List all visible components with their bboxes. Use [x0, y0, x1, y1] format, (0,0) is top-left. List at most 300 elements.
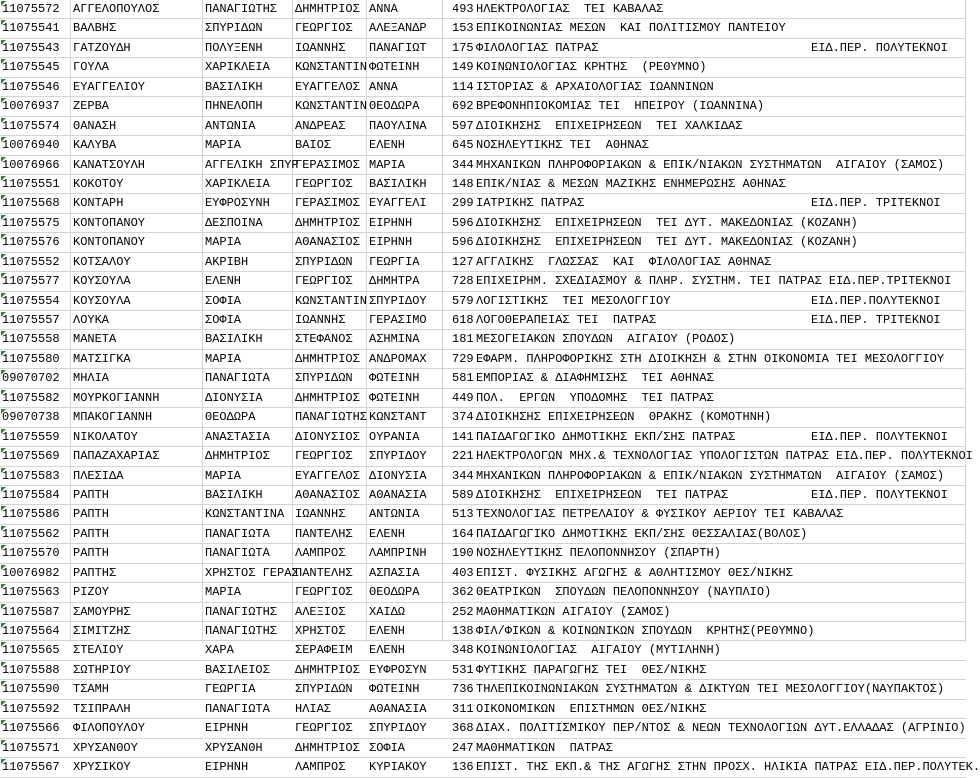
- cell-surname[interactable]: ΚΑΛΥΒΑ: [73, 138, 117, 153]
- cell-mother-name[interactable]: ΕΙΡΗΝΗ: [369, 215, 413, 230]
- cell-category[interactable]: [811, 739, 965, 757]
- cell-mother-name[interactable]: ΑΣΗΜΙΝΑ: [369, 332, 420, 347]
- table-row[interactable]: [0, 583, 966, 602]
- cell-mother-name[interactable]: ΕΛΕΝΗ: [369, 526, 406, 541]
- cell-department-code[interactable]: 138: [452, 624, 474, 638]
- cell-first-name[interactable]: ΣΟΦΙΑ: [205, 313, 242, 327]
- cell-department-code[interactable]: 403: [452, 565, 474, 580]
- cell-department-code[interactable]: 596: [452, 235, 474, 250]
- cell-department-code[interactable]: 645: [452, 138, 474, 153]
- cell-department-code[interactable]: 597: [452, 118, 474, 133]
- cell-department-code[interactable]: 449: [452, 390, 474, 405]
- cell-mother-name[interactable]: ΛΑΜΠΡΙΝΗ: [369, 546, 427, 561]
- cell-father-name[interactable]: ΙΩΑΝΝΗΣ: [295, 507, 346, 522]
- cell-department-name[interactable]: ΦΙΛ/ΦΙΚΩΝ & ΚΟΙΝΩΝΙΚΩΝ ΣΠΟΥΔΩΝ ΚΡΗΤΗΣ(ΡΕΘΥΜΝΟ): [476, 624, 815, 638]
- cell-father-name[interactable]: ΔΗΜΗΤΡΙΟΣ: [295, 215, 360, 230]
- cell-father-name[interactable]: ΕΥΑΓΓΕΛΟΣ: [295, 79, 360, 94]
- table-row[interactable]: [0, 58, 966, 77]
- cell-father-name[interactable]: ΓΕΩΡΓΙΟΣ: [295, 21, 353, 36]
- cell-department-name[interactable]: ΙΣΤΟΡΙΑΣ & ΑΡΧΑΙΟΛΟΓΙΑΣ ΙΩΑΝΝΙΝΩΝ: [476, 79, 714, 94]
- table-row[interactable]: [0, 39, 966, 58]
- cell-mother-name[interactable]: ΕΥΦΡΟΣΥΝ: [369, 662, 427, 677]
- cell-student-id[interactable]: 10076940: [2, 138, 60, 153]
- cell-department-name[interactable]: ΜΕΣΟΓΕΙΑΚΩΝ ΣΠΟΥΔΩΝ ΑΙΓΑΙΟΥ (ΡΟΔΟΣ): [476, 332, 736, 347]
- cell-student-id[interactable]: 11075567: [2, 760, 60, 775]
- cell-father-name[interactable]: ΛΑΜΠΡΟΣ: [295, 760, 346, 775]
- table-row[interactable]: [0, 369, 966, 388]
- cell-mother-name[interactable]: ΕΙΡΗΝΗ: [369, 235, 413, 250]
- cell-first-name[interactable]: ΧΑΡΙΚΛΕΙΑ: [205, 176, 270, 191]
- table-row[interactable]: [0, 564, 966, 583]
- cell-department-code[interactable]: 190: [452, 546, 474, 561]
- cell-category[interactable]: [811, 214, 965, 232]
- cell-category[interactable]: [811, 330, 965, 348]
- cell-category[interactable]: [811, 78, 965, 96]
- cell-mother-name[interactable]: ΠΑΟΥΛΙΝΑ: [369, 118, 427, 133]
- cell-department-code[interactable]: 692: [452, 99, 474, 114]
- table-row[interactable]: [0, 214, 966, 233]
- cell-father-name[interactable]: ΑΛΕΞΙΟΣ: [295, 604, 346, 619]
- cell-category[interactable]: [811, 700, 965, 718]
- cell-first-name[interactable]: ΜΑΡΙΑ: [205, 585, 242, 600]
- cell-first-name[interactable]: ΠΑΝΑΓΙΩΤΗΣ: [205, 604, 278, 619]
- cell-department-name[interactable]: ΔΙΟΙΚΗΣΗΣ ΕΠΙΧΕΙΡΗΣΕΩΝ ΤΕΙ ΠΑΤΡΑΣ: [476, 487, 729, 502]
- cell-first-name[interactable]: ΕΙΡΗΝΗ: [205, 721, 249, 736]
- cell-mother-name[interactable]: ΔΙΟΝΥΣΙΑ: [369, 468, 427, 483]
- cell-department-code[interactable]: 311: [452, 701, 474, 716]
- cell-first-name[interactable]: ΘΕΟΔΩΡΑ: [205, 410, 256, 425]
- cell-mother-name[interactable]: ΠΑΝΑΓΙΩΤ: [369, 40, 427, 55]
- cell-father-name[interactable]: ΔΗΜΗΤΡΙΟΣ: [295, 662, 360, 677]
- cell-student-id[interactable]: 11075568: [2, 196, 60, 211]
- cell-student-id[interactable]: 11075576: [2, 235, 60, 250]
- cell-department-code[interactable]: 141: [452, 429, 474, 444]
- cell-student-id[interactable]: 11075558: [2, 332, 60, 347]
- cell-student-id[interactable]: 11075551: [2, 176, 60, 191]
- cell-surname[interactable]: ΖΕΡΒΑ: [73, 99, 110, 114]
- cell-surname[interactable]: ΡΑΠΤΗ: [73, 487, 110, 502]
- cell-first-name[interactable]: ΔΕΣΠΟΙΝΑ: [205, 215, 263, 230]
- cell-department-code[interactable]: 362: [452, 585, 474, 600]
- cell-first-name[interactable]: ΠΑΝΑΓΙΩΤΗΣ: [205, 624, 278, 638]
- cell-mother-name[interactable]: ΕΥΑΓΓΕΛΙ: [369, 196, 427, 211]
- cell-surname[interactable]: ΣΑΜΟΥΡΗΣ: [73, 604, 131, 619]
- cell-father-name[interactable]: ΓΕΩΡΓΙΟΣ: [295, 274, 353, 289]
- cell-department-code[interactable]: 729: [452, 351, 474, 366]
- cell-department-name[interactable]: ΙΑΤΡΙΚΗΣ ΠΑΤΡΑΣ: [476, 196, 585, 211]
- cell-department-code[interactable]: 531: [452, 662, 474, 677]
- cell-category[interactable]: [811, 272, 965, 290]
- cell-department-code[interactable]: 589: [452, 487, 474, 502]
- cell-department-code[interactable]: 181: [452, 332, 474, 347]
- cell-category[interactable]: [811, 369, 965, 387]
- cell-department-code[interactable]: 493: [452, 2, 474, 16]
- cell-student-id[interactable]: 11075587: [2, 604, 60, 619]
- cell-surname[interactable]: ΣΙΜΙΤΖΗΣ: [73, 624, 131, 638]
- cell-department-code[interactable]: 513: [452, 507, 474, 522]
- cell-father-name[interactable]: ΠΑΝΤΕΛΗΣ: [295, 565, 353, 580]
- cell-mother-name[interactable]: ΘΕΟΔΩΡΑ: [369, 585, 420, 600]
- cell-surname[interactable]: ΧΡΥΣΙΚΟΥ: [73, 760, 131, 775]
- cell-surname[interactable]: ΡΑΠΤΗΣ: [73, 565, 117, 580]
- cell-department-name[interactable]: ΤΕΧΝΟΛΟΓΙΑΣ ΠΕΤΡΕΛΑΙΟΥ & ΦΥΣΙΚΟΥ ΑΕΡΙΟΥ ΤΕΙ ΚΑΒΑΛΑΣ: [476, 507, 844, 522]
- cell-category[interactable]: [811, 719, 965, 737]
- cell-first-name[interactable]: ΕΛΕΝΗ: [205, 274, 242, 289]
- cell-first-name[interactable]: ΠΑΝΑΓΙΩΤΑ: [205, 526, 270, 541]
- cell-student-id[interactable]: 11075557: [2, 313, 60, 327]
- cell-mother-name[interactable]: ΚΥΡΙΑΚΟΥ: [369, 760, 427, 775]
- cell-first-name[interactable]: ΣΟΦΙΑ: [205, 293, 242, 308]
- cell-student-id[interactable]: 11075582: [2, 390, 60, 405]
- cell-surname[interactable]: ΡΑΠΤΗ: [73, 546, 110, 561]
- cell-surname[interactable]: ΦΙΛΟΠΟΥΛΟΥ: [73, 721, 146, 736]
- cell-department-code[interactable]: 581: [452, 371, 474, 386]
- cell-mother-name[interactable]: ΣΟΦΙΑ: [369, 740, 406, 755]
- cell-first-name[interactable]: ΧΑΡΙΚΛΕΙΑ: [205, 60, 270, 75]
- cell-surname[interactable]: ΣΩΤΗΡΙΟΥ: [73, 662, 131, 677]
- cell-father-name[interactable]: ΣΠΥΡΙΔΩΝ: [295, 682, 353, 697]
- cell-surname[interactable]: ΜΟΥΡΚΟΓΙΑΝΝΗ: [73, 390, 160, 405]
- cell-department-name[interactable]: ΕΦΑΡΜ. ΠΛΗΡΟΦΟΡΙΚΗΣ ΣΤΗ ΔΙΟΙΚΗΣΗ & ΣΤΗΝ ΟΙΚΟΝΟΜΙΑ ΤΕΙ ΜΕΣΟΛΟΓΓΙΟΥ: [476, 351, 945, 366]
- cell-surname[interactable]: ΚΟΝΤΟΠΑΝΟΥ: [73, 235, 146, 250]
- cell-mother-name[interactable]: ΑΣΠΑΣΙΑ: [369, 565, 420, 580]
- cell-surname[interactable]: ΠΑΠΑΖΑΧΑΡΙΑΣ: [73, 449, 160, 464]
- table-row[interactable]: [0, 544, 966, 563]
- cell-mother-name[interactable]: ΕΛΕΝΗ: [369, 643, 406, 658]
- cell-surname[interactable]: ΜΠΑΚΟΓΙΑΝΝΗ: [73, 410, 153, 425]
- cell-surname[interactable]: ΒΑΛΒΗΣ: [73, 21, 117, 36]
- table-row[interactable]: [0, 330, 966, 349]
- cell-student-id[interactable]: 11075552: [2, 254, 60, 269]
- cell-department-name[interactable]: ΦΥΤΙΚΗΣ ΠΑΡΑΓΩΓΗΣ ΤΕΙ ΘΕΣ/ΝΙΚΗΣ: [476, 662, 707, 677]
- cell-category[interactable]: [811, 97, 965, 115]
- cell-department-code[interactable]: 148: [452, 176, 474, 191]
- cell-surname[interactable]: ΓΟΥΛΑ: [73, 60, 110, 75]
- cell-mother-name[interactable]: ΑΝΤΩΝΙΑ: [369, 507, 420, 522]
- cell-student-id[interactable]: 09070738: [2, 410, 60, 425]
- cell-student-id[interactable]: 11075584: [2, 487, 60, 502]
- cell-father-name[interactable]: ΣΠΥΡΙΔΩΝ: [295, 254, 353, 269]
- cell-department-name[interactable]: ΔΙΟΙΚΗΣΗΣ ΕΠΙΧΕΙΡΗΣΕΩΝ ΤΕΙ ΔΥΤ. ΜΑΚΕΔΟΝΙΑΣ (ΚΟΖΑΝΗ): [476, 215, 858, 230]
- cell-first-name[interactable]: ΒΑΣΙΛΕΙΟΣ: [205, 662, 270, 677]
- table-row[interactable]: [0, 467, 966, 486]
- cell-mother-name[interactable]: ΦΩΤΕΙΝΗ: [369, 390, 420, 405]
- cell-department-name[interactable]: ΕΠΙΣΤ. ΦΥΣΙΚΗΣ ΑΓΩΓΗΣ & ΑΘΛΗΤΙΣΜΟΥ ΘΕΣ/ΝΙΚΗΣ: [476, 565, 793, 580]
- cell-father-name[interactable]: ΣΕΡΑΦΕΙΜ: [295, 643, 353, 658]
- cell-mother-name[interactable]: ΦΩΤΕΙΝΗ: [369, 682, 420, 697]
- cell-surname[interactable]: ΛΟΥΚΑ: [73, 313, 110, 327]
- cell-category[interactable]: ΕΙΔ.ΠΕΡ. ΤΡΙΤΕΚΝΟΙ: [811, 313, 941, 327]
- cell-department-name[interactable]: ΒΡΕΦΟΝΗΠΙΟΚΟΜΙΑΣ ΤΕΙ ΗΠΕΙΡΟΥ (ΙΩΑΝΝΙΝΑ): [476, 99, 765, 114]
- cell-first-name[interactable]: ΠΗΝΕΛΟΠΗ: [205, 99, 263, 114]
- table-row[interactable]: [0, 175, 966, 194]
- cell-surname[interactable]: ΚΟΥΣΟΥΛΑ: [73, 274, 131, 289]
- cell-father-name[interactable]: ΔΗΜΗΤΡΙΟΣ: [295, 390, 360, 405]
- cell-student-id[interactable]: 11075563: [2, 585, 60, 600]
- cell-father-name[interactable]: ΚΩΝΣΤΑΝΤΙΝ: [295, 293, 368, 308]
- cell-first-name[interactable]: ΑΓΓΕΛΙΚΗ ΣΠΥΡ: [205, 157, 299, 172]
- table-row[interactable]: [0, 311, 966, 330]
- cell-category[interactable]: [811, 408, 965, 426]
- cell-department-code[interactable]: 618: [452, 313, 474, 327]
- cell-category[interactable]: [811, 564, 965, 582]
- cell-student-id[interactable]: 11075541: [2, 21, 60, 36]
- cell-first-name[interactable]: ΧΡΗΣΤΟΣ ΓΕΡΑΣ: [205, 565, 299, 580]
- cell-surname[interactable]: ΜΑΤΣΙΓΚΑ: [73, 351, 131, 366]
- cell-first-name[interactable]: ΔΙΟΝΥΣΙΑ: [205, 390, 263, 405]
- cell-category[interactable]: [811, 175, 965, 193]
- cell-department-name[interactable]: ΗΛΕΚΤΡΟΛΟΓΙΑΣ ΤΕΙ ΚΑΒΑΛΑΣ: [476, 2, 664, 16]
- table-row[interactable]: [0, 525, 966, 544]
- cell-surname[interactable]: ΚΟΤΣΑΛΟΥ: [73, 254, 131, 269]
- cell-mother-name[interactable]: ΓΕΡΑΣΙΜΟ: [369, 313, 427, 327]
- table-row[interactable]: [0, 758, 980, 777]
- cell-category[interactable]: [811, 0, 965, 18]
- table-row[interactable]: [0, 408, 966, 427]
- cell-department-code[interactable]: 221: [452, 449, 474, 464]
- cell-surname[interactable]: ΤΣΑΜΗ: [73, 682, 110, 697]
- cell-category[interactable]: ΕΙΔ.ΠΕΡ. ΠΟΛΥΤΕΚΝΟΙ: [811, 40, 948, 55]
- table-row[interactable]: [0, 428, 966, 447]
- cell-first-name[interactable]: ΒΑΣΙΛΙΚΗ: [205, 487, 263, 502]
- cell-student-id[interactable]: 11075545: [2, 60, 60, 75]
- cell-mother-name[interactable]: ΔΗΜΗΤΡΑ: [369, 274, 420, 289]
- cell-category[interactable]: [811, 233, 965, 251]
- cell-department-name[interactable]: ΛΟΓΟΘΕΡΑΠΕΙΑΣ ΤΕΙ ΠΑΤΡΑΣ: [476, 313, 657, 327]
- table-row[interactable]: [0, 253, 966, 272]
- cell-department-code[interactable]: 114: [452, 79, 474, 94]
- cell-mother-name[interactable]: ΕΛΕΝΗ: [369, 138, 406, 153]
- cell-student-id[interactable]: 10076982: [2, 565, 60, 580]
- cell-mother-name[interactable]: ΒΑΣΙΛΙΚΗ: [369, 176, 427, 191]
- table-row[interactable]: [0, 136, 966, 155]
- cell-category[interactable]: [811, 525, 965, 543]
- cell-category[interactable]: [811, 58, 965, 76]
- cell-department-code[interactable]: 153: [452, 21, 474, 36]
- cell-department-name[interactable]: ΜΗΧΑΝΙΚΩΝ ΠΛΗΡΟΦΟΡΙΑΚΩΝ & ΕΠΙΚ/ΝΙΑΚΩΝ ΣΥΣΤΗΜΑΤΩΝ ΑΙΓΑΙΟΥ (ΣΑΜΟΣ): [476, 468, 945, 483]
- cell-department-name[interactable]: ΕΠΙΚ/ΝΙΑΣ & ΜΕΣΩΝ ΜΑΖΙΚΗΣ ΕΝΗΜΕΡΩΣΗΣ ΑΘΗΝΑΣ: [476, 176, 786, 191]
- cell-first-name[interactable]: ΠΑΝΑΓΙΩΤΑ: [205, 701, 270, 716]
- cell-department-name[interactable]: ΠΑΙΔΑΓΩΓΙΚΟ ΔΗΜΟΤΙΚΗΣ ΕΚΠ/ΣΗΣ ΠΑΤΡΑΣ: [476, 429, 736, 444]
- cell-surname[interactable]: ΧΡΥΣΑΝΘΟΥ: [73, 740, 138, 755]
- cell-category[interactable]: [811, 19, 965, 37]
- cell-category[interactable]: [811, 641, 965, 659]
- cell-father-name[interactable]: ΓΕΩΡΓΙΟΣ: [295, 449, 353, 464]
- cell-surname[interactable]: ΜΗΛΙΑ: [73, 371, 110, 386]
- cell-father-name[interactable]: ΣΤΕΦΑΝΟΣ: [295, 332, 353, 347]
- table-row[interactable]: [0, 622, 966, 641]
- cell-surname[interactable]: ΤΣΙΠΡΑΛΗ: [73, 701, 131, 716]
- cell-student-id[interactable]: 11075569: [2, 449, 60, 464]
- cell-department-name[interactable]: ΤΗΛΕΠΙΚΟΙΝΩΝΙΑΚΩΝ ΣΥΣΤΗΜΑΤΩΝ & ΔΙΚΤΥΩΝ ΤΕΙ ΜΕΣΟΛΟΓΓΙΟΥ(ΝΑΥΠΑΚΤΟΣ): [476, 682, 945, 697]
- table-row[interactable]: [0, 350, 966, 369]
- cell-student-id[interactable]: 11075562: [2, 526, 60, 541]
- cell-category[interactable]: [811, 389, 965, 407]
- cell-category[interactable]: ΕΙΔ.ΠΕΡ.ΠΟΛΥΤΕΚΝΟΙ: [811, 293, 941, 308]
- table-row[interactable]: [0, 680, 966, 699]
- cell-department-code[interactable]: 348: [452, 643, 474, 658]
- cell-first-name[interactable]: ΠΑΝΑΓΙΩΤΑ: [205, 371, 270, 386]
- cell-first-name[interactable]: ΕΙΡΗΝΗ: [205, 760, 249, 775]
- cell-first-name[interactable]: ΑΝΤΩΝΙΑ: [205, 118, 256, 133]
- cell-category[interactable]: [811, 467, 965, 485]
- cell-department-name[interactable]: ΕΠΙΚΟΙΝΩΝΙΑΣ ΜΕΣΩΝ ΚΑΙ ΠΟΛΙΤΙΣΜΟΥ ΠΑΝΤΕΙΟΥ: [476, 21, 786, 36]
- cell-department-code[interactable]: 127: [452, 254, 474, 269]
- cell-first-name[interactable]: ΣΠΥΡΙΔΩΝ: [205, 21, 263, 36]
- cell-mother-name[interactable]: ΣΠΥΡΙΔΟΥ: [369, 449, 427, 464]
- cell-department-name[interactable]: ΜΗΧΑΝΙΚΩΝ ΠΛΗΡΟΦΟΡΙΑΚΩΝ & ΕΠΙΚ/ΝΙΑΚΩΝ ΣΥΣΤΗΜΑΤΩΝ ΑΙΓΑΙΟΥ (ΣΑΜΟΣ): [476, 157, 945, 172]
- cell-department-name[interactable]: ΚΟΙΝΩΝΙΟΛΟΓΙΑΣ ΑΙΓΑΙΟΥ (ΜΥΤΙΛΗΝΗ): [476, 643, 721, 658]
- cell-mother-name[interactable]: ΦΩΤΕΙΝΗ: [369, 60, 420, 75]
- cell-father-name[interactable]: ΠΑΝΤΕΛΗΣ: [295, 526, 353, 541]
- cell-mother-name[interactable]: ΑΘΑΝΑΣΙΑ: [369, 487, 427, 502]
- cell-student-id[interactable]: 11075588: [2, 662, 60, 677]
- cell-student-id[interactable]: 10076937: [2, 99, 60, 114]
- cell-father-name[interactable]: ΓΕΩΡΓΙΟΣ: [295, 721, 353, 736]
- cell-department-code[interactable]: 736: [452, 682, 474, 697]
- cell-department-code[interactable]: 136: [452, 760, 474, 775]
- cell-student-id[interactable]: 11075586: [2, 507, 60, 522]
- cell-department-name[interactable]: ΕΜΠΟΡΙΑΣ & ΔΙΑΦΗΜΙΣΗΣ ΤΕΙ ΑΘΗΝΑΣ: [476, 371, 714, 386]
- cell-father-name[interactable]: ΓΕΡΑΣΙΜΟΣ: [295, 157, 360, 172]
- cell-student-id[interactable]: 11075574: [2, 118, 60, 133]
- cell-category[interactable]: [811, 758, 965, 776]
- cell-student-id[interactable]: 11075575: [2, 215, 60, 230]
- cell-department-code[interactable]: 175: [452, 40, 474, 55]
- table-row[interactable]: [0, 0, 966, 19]
- cell-father-name[interactable]: ΧΡΗΣΤΟΣ: [295, 624, 346, 638]
- table-row[interactable]: [0, 486, 966, 505]
- cell-department-name[interactable]: ΔΙΟΙΚΗΣΗΣ ΕΠΙΧΕΙΡΗΣΕΩΝ ΤΕΙ ΔΥΤ. ΜΑΚΕΔΟΝΙΑΣ (ΚΟΖΑΝΗ): [476, 235, 858, 250]
- cell-father-name[interactable]: ΑΘΑΝΑΣΙΟΣ: [295, 487, 360, 502]
- cell-surname[interactable]: ΚΟΝΤΑΡΗ: [73, 196, 124, 211]
- cell-student-id[interactable]: 11075577: [2, 274, 60, 289]
- table-row[interactable]: [0, 233, 966, 252]
- cell-father-name[interactable]: ΒΑΙΟΣ: [295, 138, 332, 153]
- cell-department-code[interactable]: 344: [452, 157, 474, 172]
- cell-first-name[interactable]: ΔΗΜΗΤΡΙΟΣ: [205, 449, 270, 464]
- cell-surname[interactable]: ΓΑΤΖΟΥΔΗ: [73, 40, 131, 55]
- table-row[interactable]: [0, 661, 966, 680]
- cell-student-id[interactable]: 11075566: [2, 721, 60, 736]
- cell-surname[interactable]: ΚΟΝΤΟΠΑΝΟΥ: [73, 215, 146, 230]
- cell-department-name[interactable]: ΚΟΙΝΩΝΙΟΛΟΓΙΑΣ ΚΡΗΤΗΣ (ΡΕΘΥΜΝΟ): [476, 60, 707, 75]
- table-row[interactable]: [0, 156, 966, 175]
- cell-department-code[interactable]: 247: [452, 740, 474, 755]
- cell-department-name[interactable]: ΝΟΣΗΛΕΥΤΙΚΗΣ ΤΕΙ ΑΘΗΝΑΣ: [476, 138, 649, 153]
- cell-student-id[interactable]: 11075580: [2, 351, 60, 366]
- cell-department-code[interactable]: 728: [452, 274, 474, 289]
- cell-department-name[interactable]: ΠΑΙΔΑΓΩΓΙΚΟ ΔΗΜΟΤΙΚΗΣ ΕΚΠ/ΣΗΣ ΘΕΣΣΑΛΙΑΣ(ΒΟΛΟΣ): [476, 526, 808, 541]
- cell-mother-name[interactable]: ΕΛΕΝΗ: [369, 624, 406, 638]
- cell-department-code[interactable]: 579: [452, 293, 474, 308]
- cell-first-name[interactable]: ΜΑΡΙΑ: [205, 138, 242, 153]
- cell-department-name[interactable]: ΔΙΟΙΚΗΣΗΣ ΕΠΙΧΕΙΡΗΣΕΩΝ ΘΡΑΚΗΣ (ΚΟΜΟΤΗΝΗ): [476, 410, 772, 425]
- cell-student-id[interactable]: 11075559: [2, 429, 60, 444]
- cell-department-name[interactable]: ΔΙΑΧ. ΠΟΛΙΤΙΣΜΙΚΟΥ ΠΕΡ/ΝΤΟΣ & ΝΕΩΝ ΤΕΧΝΟΛΟΓΙΩΝ ΔΥΤ.ΕΛΛΑΔΑΣ (ΑΓΡΙΝΙΟ): [476, 721, 966, 736]
- cell-father-name[interactable]: ΓΕΩΡΓΙΟΣ: [295, 176, 353, 191]
- cell-first-name[interactable]: ΚΩΝΣΤΑΝΤΙΝΑ: [205, 507, 285, 522]
- cell-student-id[interactable]: 11075565: [2, 643, 60, 658]
- cell-category[interactable]: [811, 156, 965, 174]
- cell-father-name[interactable]: ΗΛΙΑΣ: [295, 701, 332, 716]
- cell-first-name[interactable]: ΒΑΣΙΛΙΚΗ: [205, 332, 263, 347]
- cell-first-name[interactable]: ΧΑΡΑ: [205, 643, 234, 658]
- cell-department-name[interactable]: ΟΙΚΟΝΟΜΙΚΩΝ ΕΠΙΣΤΗΜΩΝ ΘΕΣ/ΝΙΚΗΣ: [476, 701, 707, 716]
- cell-department-code[interactable]: 596: [452, 215, 474, 230]
- table-row[interactable]: [0, 719, 966, 738]
- cell-father-name[interactable]: ΓΕΩΡΓΙΟΣ: [295, 585, 353, 600]
- cell-surname[interactable]: ΑΓΓΕΛΟΠΟΥΛΟΣ: [73, 2, 160, 16]
- table-row[interactable]: [0, 603, 966, 622]
- cell-department-code[interactable]: 164: [452, 526, 474, 541]
- cell-mother-name[interactable]: ΑΝΔΡΟΜΑΧ: [369, 351, 427, 366]
- cell-mother-name[interactable]: ΣΠΥΡΙΔΟΥ: [369, 721, 427, 736]
- cell-father-name[interactable]: ΔΗΜΗΤΡΙΟΣ: [295, 2, 360, 16]
- table-row[interactable]: [0, 447, 973, 466]
- cell-surname[interactable]: ΡΙΖΟΥ: [73, 585, 110, 600]
- cell-department-name[interactable]: ΜΑΘΗΜΑΤΙΚΩΝ ΑΙΓΑΙΟΥ (ΣΑΜΟΣ): [476, 604, 671, 619]
- cell-student-id[interactable]: 11075583: [2, 468, 60, 483]
- cell-first-name[interactable]: ΜΑΡΙΑ: [205, 468, 242, 483]
- cell-father-name[interactable]: ΔΙΟΝΥΣΙΟΣ: [295, 429, 360, 444]
- cell-father-name[interactable]: ΕΥΑΓΓΕΛΟΣ: [295, 468, 360, 483]
- cell-surname[interactable]: ΚΑΝΑΤΣΟΥΛΗ: [73, 157, 146, 172]
- cell-first-name[interactable]: ΕΥΦΡΟΣΥΝΗ: [205, 196, 270, 211]
- cell-surname[interactable]: ΡΑΠΤΗ: [73, 507, 110, 522]
- cell-department-code[interactable]: 368: [452, 721, 474, 736]
- cell-first-name[interactable]: ΑΝΑΣΤΑΣΙΑ: [205, 429, 270, 444]
- cell-category[interactable]: [811, 544, 965, 562]
- cell-mother-name[interactable]: ΣΠΥΡΙΔΟΥ: [369, 293, 427, 308]
- cell-mother-name[interactable]: ΚΩΝΣΤΑΝΤ: [369, 410, 427, 425]
- cell-father-name[interactable]: ΙΩΑΝΝΗΣ: [295, 40, 346, 55]
- cell-mother-name[interactable]: ΑΝΝΑ: [369, 79, 398, 94]
- table-row[interactable]: [0, 19, 966, 38]
- cell-mother-name[interactable]: ΘΕΟΔΩΡΑ: [369, 99, 420, 114]
- cell-student-id[interactable]: 11075564: [2, 624, 60, 638]
- cell-department-code[interactable]: 344: [452, 468, 474, 483]
- cell-father-name[interactable]: ΙΩΑΝΝΗΣ: [295, 313, 346, 327]
- cell-department-name[interactable]: ΝΟΣΗΛΕΥΤΙΚΗΣ ΠΕΛΟΠΟΝΝΗΣΟΥ (ΣΠΑΡΤΗ): [476, 546, 721, 561]
- cell-mother-name[interactable]: ΓΕΩΡΓΙΑ: [369, 254, 420, 269]
- table-row[interactable]: [0, 505, 966, 524]
- cell-student-id[interactable]: 11075592: [2, 701, 60, 716]
- cell-category[interactable]: [811, 661, 965, 679]
- cell-surname[interactable]: ΘΑΝΑΣΗ: [73, 118, 117, 133]
- cell-department-name[interactable]: ΛΟΓΙΣΤΙΚΗΣ ΤΕΙ ΜΕΣΟΛΟΓΓΙΟΥ: [476, 293, 671, 308]
- cell-surname[interactable]: ΜΑΝΕΤΑ: [73, 332, 117, 347]
- cell-mother-name[interactable]: ΑΝΝΑ: [369, 2, 398, 16]
- cell-department-name[interactable]: ΔΙΟΙΚΗΣΗΣ ΕΠΙΧΕΙΡΗΣΕΩΝ ΤΕΙ ΧΑΛΚΙΔΑΣ: [476, 118, 743, 133]
- table-row[interactable]: [0, 389, 966, 408]
- cell-category[interactable]: [811, 680, 965, 698]
- cell-mother-name[interactable]: ΑΘΑΝΑΣΙΑ: [369, 701, 427, 716]
- cell-category[interactable]: ΕΙΔ.ΠΕΡ. ΠΟΛΥΤΕΚΝΟΙ: [811, 487, 948, 502]
- cell-mother-name[interactable]: ΑΛΕΞΑΝΔΡ: [369, 21, 427, 36]
- cell-mother-name[interactable]: ΦΩΤΕΙΝΗ: [369, 371, 420, 386]
- cell-department-code[interactable]: 299: [452, 196, 474, 211]
- cell-student-id[interactable]: 11075546: [2, 79, 60, 94]
- cell-first-name[interactable]: ΠΑΝΑΓΙΩΤΑ: [205, 546, 270, 561]
- cell-category[interactable]: [811, 350, 965, 368]
- cell-father-name[interactable]: ΔΗΜΗΤΡΙΟΣ: [295, 740, 360, 755]
- cell-father-name[interactable]: ΠΑΝΑΓΙΩΤΗΣ: [295, 410, 368, 425]
- cell-department-name[interactable]: ΕΠΙΧΕΙΡΗΜ. ΣΧΕΔΙΑΣΜΟΥ & ΠΛΗΡ. ΣΥΣΤΗΜ. ΤΕΙ ΠΑΤΡΑΣ ΕΙΔ.ΠΕΡ.ΤΡΙΤΕΚΝΟΙ: [476, 274, 952, 289]
- cell-first-name[interactable]: ΑΚΡΙΒΗ: [205, 254, 249, 269]
- cell-student-id[interactable]: 09070702: [2, 371, 60, 386]
- cell-department-name[interactable]: ΕΠΙΣΤ. ΤΗΣ ΕΚΠ.& ΤΗΣ ΑΓΩΓΗΣ ΣΤΗΝ ΠΡΟΣΧ. ΗΛΙΚΙΑ ΠΑΤΡΑΣ ΕΙΔ.ΠΕΡ.ΠΟΛΥΤΕΚ.: [476, 760, 980, 775]
